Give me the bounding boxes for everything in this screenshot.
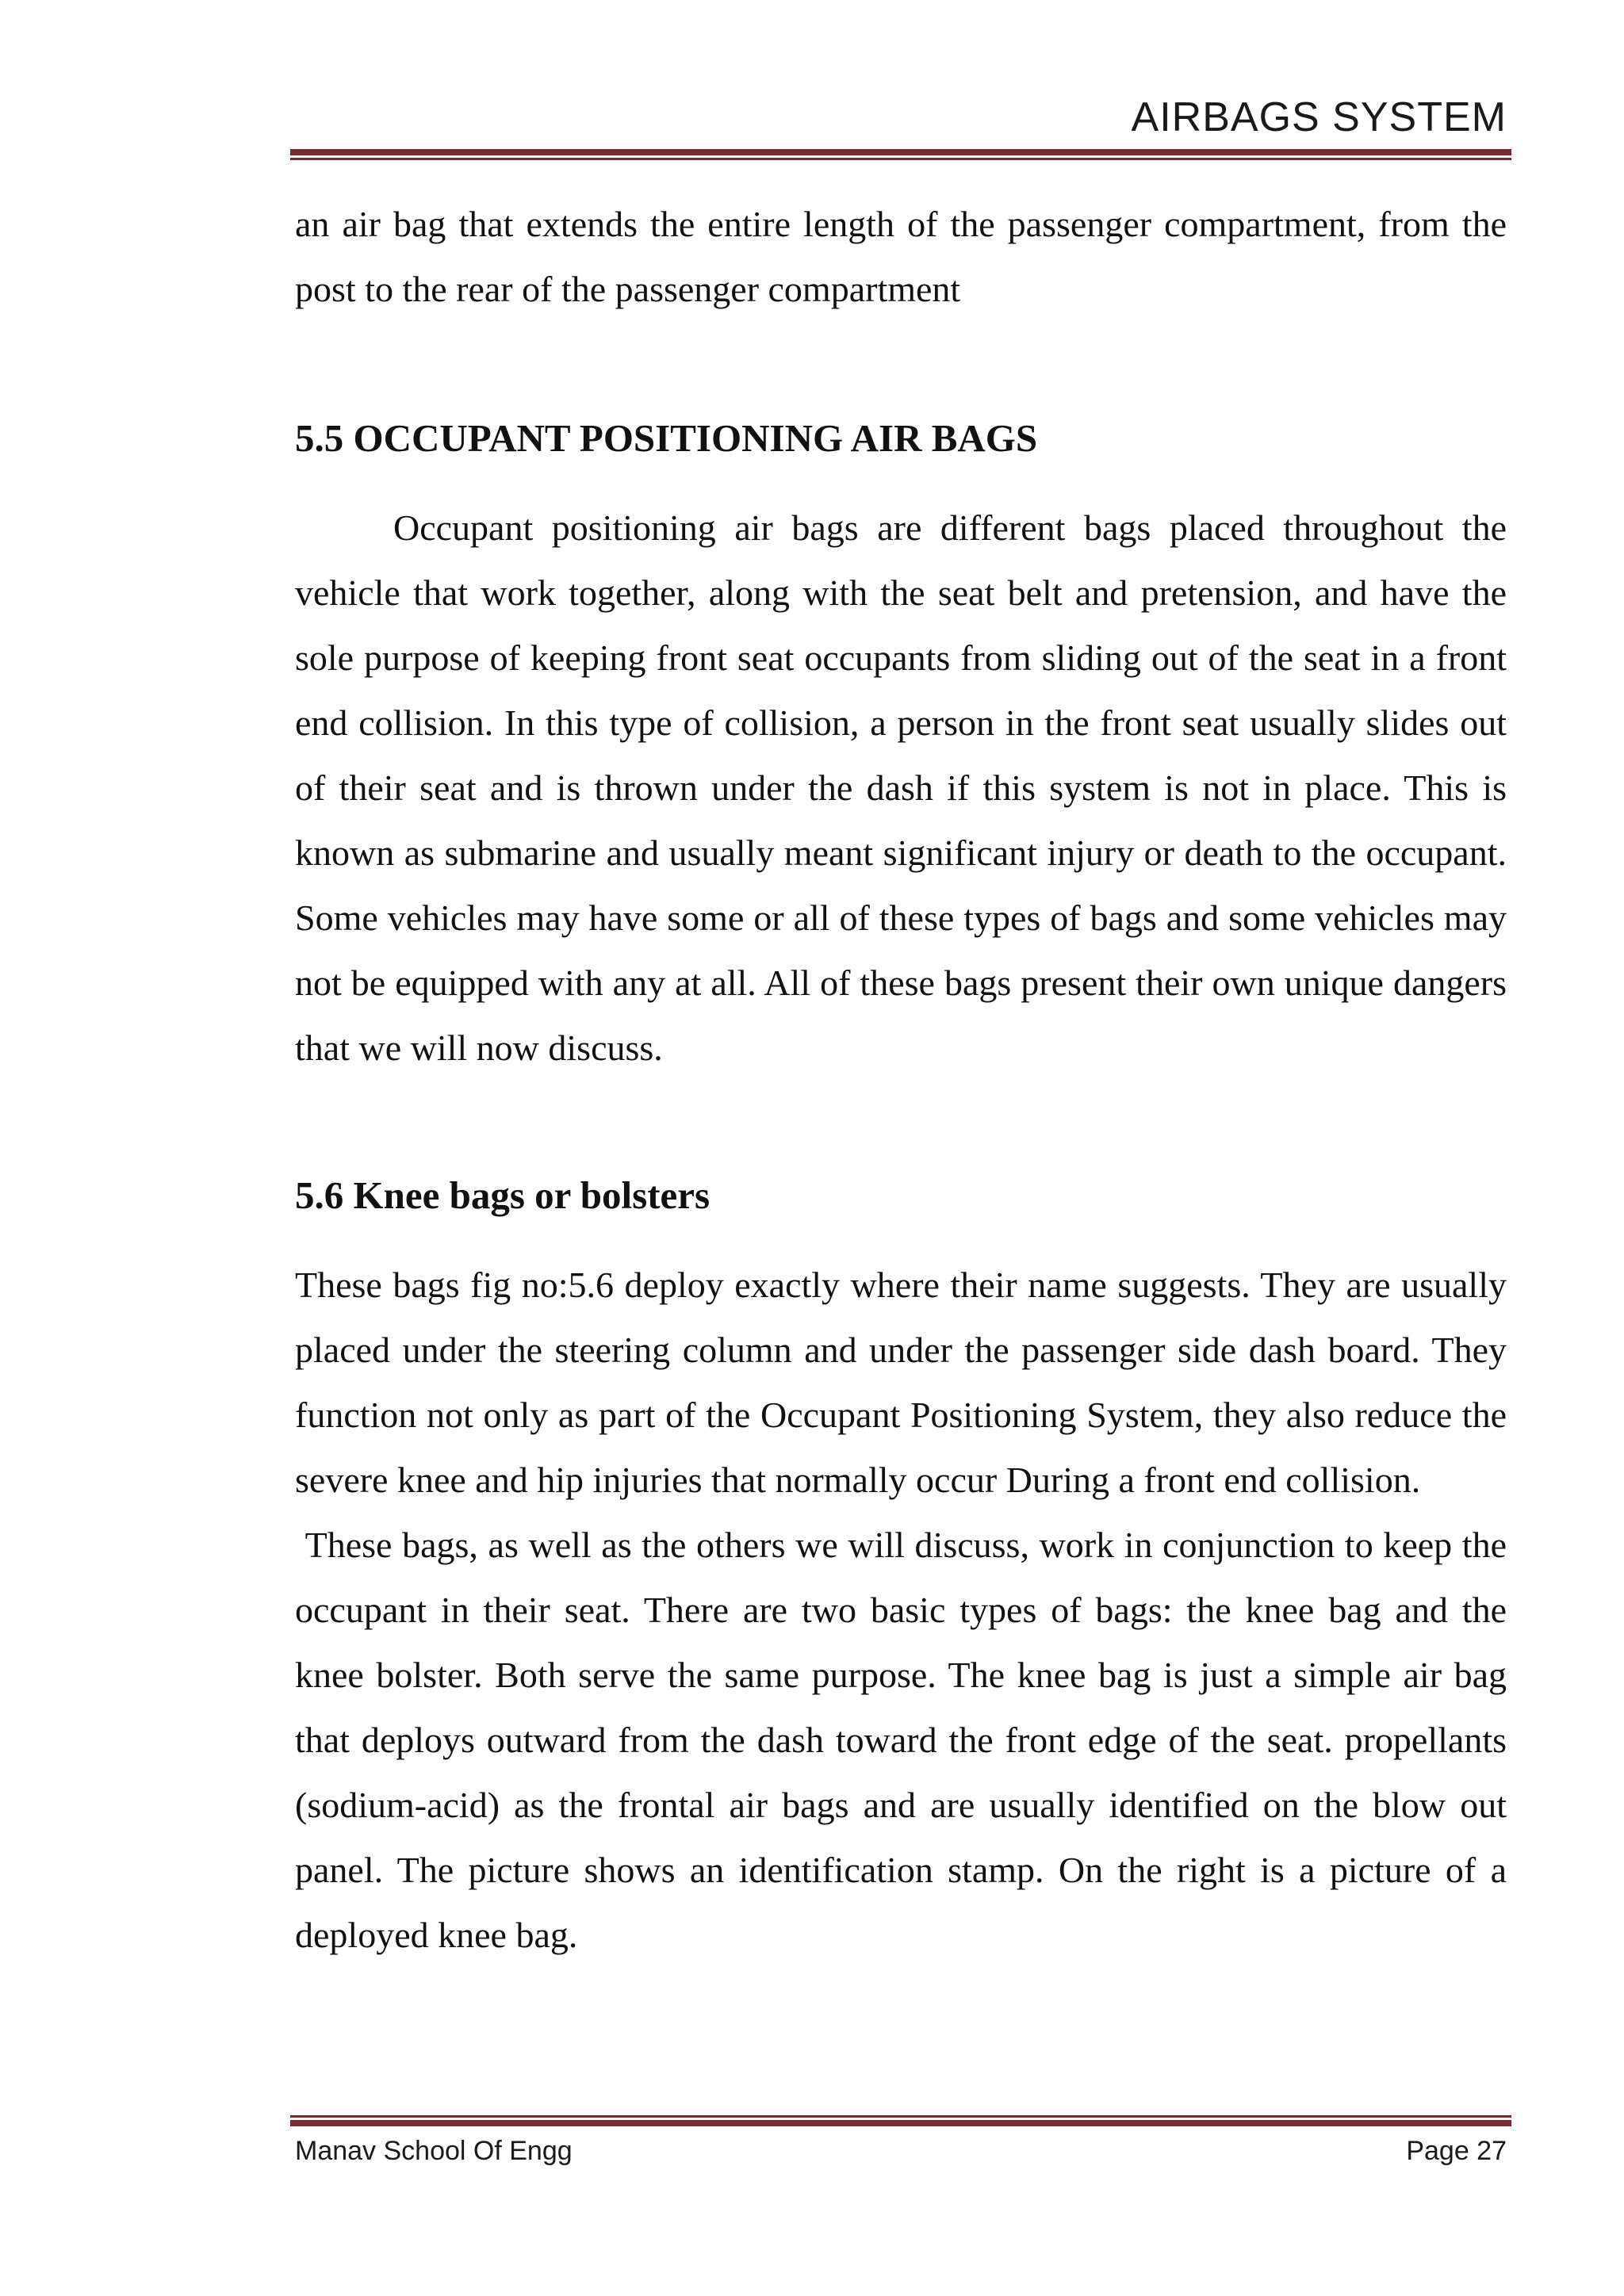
intro-paragraph: an air bag that extends the entire length of the passenger compartment, from the post to the rear of the passenger compartment — [295, 204, 1507, 309]
header-divider — [290, 149, 1511, 160]
footer-page-number: Page 27 — [1406, 2136, 1507, 2166]
section-5-6-heading: 5.6 Knee bags or bolsters — [295, 1173, 710, 1217]
section-5-5-paragraph: Occupant positioning air bags are different bags placed throughout the vehicle that work together, along with the seat belt and pretension, and have the sole purpose of keeping front seat occupants from sliding out of the seat in a front end collision. In this type of collision, a person in the front seat usually slides out of their seat and is thrown under the dash if this system is not in place. This is known as submarine and usually meant significant injury or death to the occupant. Some vehicles may have some or all of these types of bags and some vehicles may not be equipped with any at all. All of these bags present their own unique dangers that we will now discuss. — [295, 507, 1507, 1068]
footer-institution: Manav School Of Engg — [295, 2136, 573, 2166]
running-header-title: AIRBAGS SYSTEM — [1131, 94, 1507, 140]
section-5-6-paragraph-1: These bags fig no:5.6 deploy exactly where their name suggests. They are usually placed under the steering column and under the passenger side dash board. They function not only as part of the Occupant Positioning System, they also reduce the severe knee and hip injuries that normally occur During a front end collision. — [295, 1265, 1507, 1500]
page-content — [295, 192, 1516, 1968]
section-5-6-paragraph-2: These bags, as well as the others we will discuss, work in conjunction to keep the occupant in their seat. There are two basic types of bags: the knee bag and the knee bolster. Both serve the same purpose. The knee bag is just a simple air bag that deploys outward from the dash toward the front edge of the seat. propellants (sodium-acid) as the frontal air bags and are usually identified on the blow out panel. The picture shows an identification stamp. On the right is a picture of a deployed knee bag. — [295, 1525, 1516, 1955]
footer-divider — [290, 2115, 1511, 2126]
section-5-5-heading: 5.5 OCCUPANT POSITIONING AIR BAGS — [295, 416, 1038, 460]
